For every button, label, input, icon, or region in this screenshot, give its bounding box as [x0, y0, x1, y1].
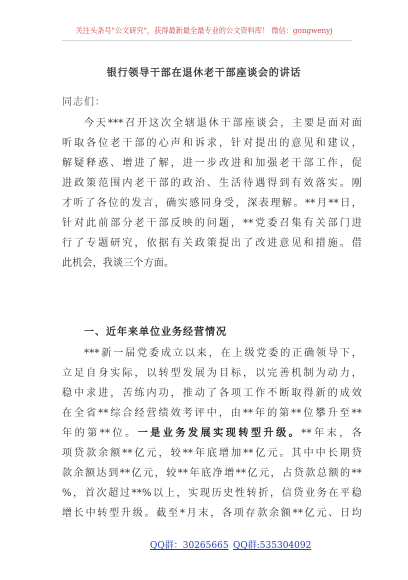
salutation: 同志们：	[62, 97, 106, 108]
paragraph-line: 此机会，我谈三个方面。	[62, 258, 175, 269]
paragraph-line: 听取各位老干部的心声和诉求，针对提出的意见和建议，	[62, 138, 362, 149]
qq-group-link[interactable]: QQ群:535304092	[233, 541, 312, 551]
paragraph-line: 增长中转型升级。截至*月末，各项存款余额**亿元、日均	[62, 508, 362, 519]
paragraph-line: 在全省**综合经营绩效考评中，由**年的第**位攀升至**	[62, 408, 362, 419]
paragraph-line: 项贷款余额**亿元，较**年底增加**亿元。其中中长期贷	[62, 448, 362, 459]
body-paragraph	[62, 344, 362, 524]
paragraph-line: ***新一届党委成立以来，在上级党委的正确领导下，	[84, 348, 362, 359]
qq-group-link[interactable]: QQ群：30265665	[150, 541, 229, 551]
paragraph-line: 进政策范围内老干部的政治、生活待遇得到有效落实。刚	[62, 178, 362, 189]
line-text: **年末，各	[301, 428, 363, 439]
paragraph-line: 才听了各位的发言，确实感同身受，深表理解。**月**日，	[62, 198, 362, 209]
paragraph-line: 解疑释惑、增进了解，进一步改进和加强老干部工作，促	[62, 158, 362, 169]
paragraph-line: 行了专题研究，依据有关政策提出了改进意见和措施。借	[62, 238, 362, 249]
paragraph-line: 今天***召开这次全辖退休干部座谈会，主要是面对面	[84, 118, 362, 129]
line-text: 年的第**位。	[62, 428, 138, 439]
intro-paragraph	[62, 114, 362, 274]
header-banner: 关注头条号"公文研究"，获得最新最全最专业的公文资料库！ 微信：gongwenyj	[75, 26, 333, 35]
header-divider	[62, 40, 352, 41]
paragraph-line: %，首次超过**%以上，实现历史性转折，信贷业务在平稳	[62, 488, 362, 499]
paragraph-line: 款余额达到**亿元，较**年底净增**亿元，占贷款总额的**	[62, 468, 362, 479]
section-heading: 一、近年来单位业务经营情况	[84, 327, 227, 338]
paragraph-line: 立足自身实际，以转型发展为目标，以完善机制为动力，	[62, 368, 362, 379]
document-title: 银行领导干部在退休老干部座谈会的讲话	[106, 68, 302, 79]
paragraph-line: 稳中求进，苦练内功，推动了各项工作不断取得新的成效	[62, 388, 362, 399]
paragraph-line: 针对此前部分老干部反映的问题，**党委召集有关部门进	[62, 218, 362, 229]
bold-lead-sentence: 一是业务发展实现转型升级。	[137, 428, 302, 439]
paragraph-line-mixed	[62, 424, 362, 444]
